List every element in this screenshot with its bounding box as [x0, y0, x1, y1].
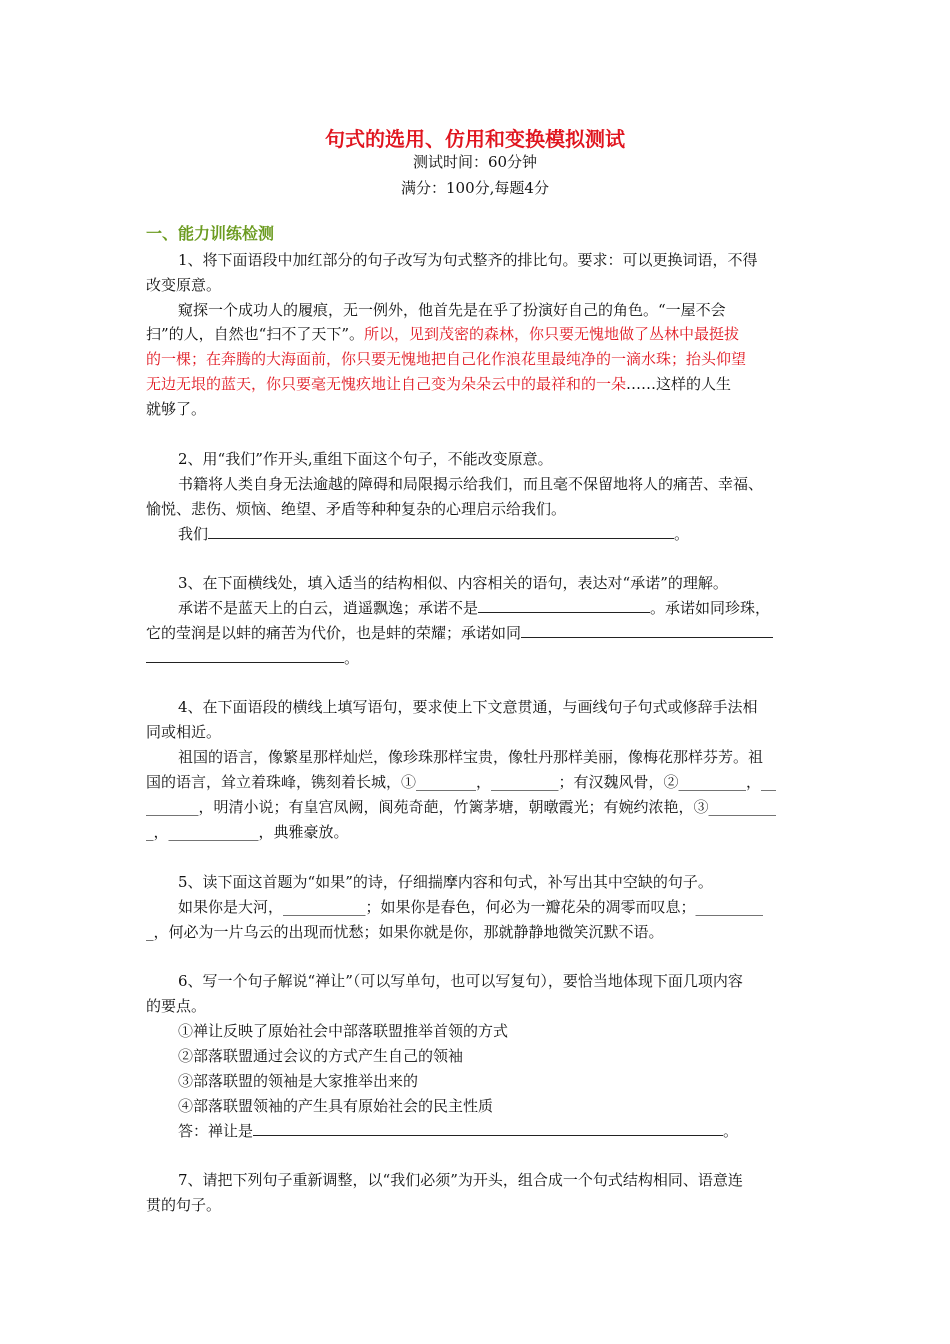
- q2-answer-line: [178, 524, 689, 544]
- document-title: 句式的选用、仿用和变换模拟测试: [325, 127, 625, 151]
- q6-line: 的要点。: [146, 997, 207, 1015]
- answer-blank[interactable]: [208, 524, 674, 539]
- q6-point: ①禅让反映了原始社会中部落联盟推举首领的方式: [178, 1022, 509, 1040]
- answer-blank[interactable]: [478, 598, 650, 613]
- q5-line: _，何必为一片乌云的出现而忧愁；如果你就是你，那就静静地微笑沉默不语。: [146, 923, 664, 941]
- q6-point: ②部落联盟通过会议的方式产生自己的领袖: [178, 1047, 464, 1065]
- q1-text: ……这样的人生: [626, 375, 732, 393]
- q4-line: _______，明清小说；有皇宫凤阙，阆苑奇葩，竹篱茅塘，朝暾霞光；有婉约浓艳，③_________: [146, 798, 777, 816]
- q6-prefix: 答：禅让是: [178, 1122, 254, 1140]
- q4-line: 国的语言，耸立着珠峰，镌刻着长城，①________，_________；有汉魏风骨，②_________，__: [146, 773, 777, 791]
- full-score: 满分：100分,每题4分: [401, 179, 549, 197]
- q2-end: 。: [674, 525, 690, 543]
- q4-line: 祖国的语言，像繁星那样灿烂，像珍珠那样宝贵，像牡丹那样美丽，像梅花那样芬芳。祖: [178, 748, 764, 766]
- q4-line: 同或相近。: [146, 723, 222, 741]
- section-heading: 一、能力训练检测: [146, 224, 275, 243]
- answer-blank[interactable]: [146, 648, 344, 663]
- q3-text: 它的莹润是以蚌的痛苦为代价，也是蚌的荣耀；承诺如同: [146, 624, 522, 642]
- q1-line: [146, 324, 739, 344]
- q1-red-line: 的一棵；在奔腾的大海面前，你只要无愧地把自己化作浪花里最纯净的一滴水珠；抬头仰望: [146, 350, 747, 368]
- q3-line: [178, 598, 770, 618]
- q7-line: 贯的句子。: [146, 1196, 222, 1214]
- q3-end: 。: [344, 649, 360, 667]
- q1-line: 就够了。: [146, 400, 207, 418]
- q4-line: 4、在下面语段的横线上填写语句，要求使上下文意贯通，与画线句子句式或修辞手法相: [178, 698, 758, 716]
- q3-line: [146, 623, 773, 643]
- q1-line: 改变原意。: [146, 276, 222, 294]
- q7-line: 7、请把下列句子重新调整，以“我们必须”为开头，组合成一个句式结构相同、语意连: [178, 1171, 743, 1189]
- q1-line: 窥探一个成功人的履痕，无一例外，他首先是在乎了扮演好自己的角色。“一屋不会: [178, 301, 726, 319]
- q2-line: 愉悦、悲伤、烦恼、绝望、矛盾等种种复杂的心理启示给我们。: [146, 500, 567, 518]
- q1-text: 扫”的人，自然也“扫不了天下”。: [146, 325, 365, 343]
- q2-line: 书籍将人类自身无法逾越的障碍和局限揭示给我们，而且毫不保留地将人的痛苦、幸福、: [178, 475, 764, 493]
- q1-line: 1、将下面语段中加红部分的句子改写为句式整齐的排比句。要求：可以更换词语，不得: [178, 251, 758, 269]
- q4-line: _，____________，典雅豪放。: [146, 823, 349, 841]
- q2-prefix: 我们: [178, 525, 209, 543]
- q6-line: 6、写一个句子解说“禅让”（可以写单句，也可以写复句），要恰当地体现下面几项内容: [178, 972, 743, 990]
- q3-line: [146, 648, 359, 668]
- q3-line: 3、在下面横线处，填入适当的结构相似、内容相关的语句，表达对“承诺”的理解。: [178, 574, 728, 592]
- q5-line: 5、读下面这首题为“如果”的诗，仔细揣摩内容和句式，补写出其中空缺的句子。: [178, 873, 713, 891]
- q6-answer-line: [178, 1121, 738, 1141]
- q1-line: [146, 374, 731, 394]
- q3-text: 。承诺如同珍珠，: [650, 599, 771, 617]
- q5-line: 如果你是大河，___________；如果你是春色，何必为一瓣花朵的凋零而叹息；_________: [178, 898, 764, 916]
- q6-point: ③部落联盟的领袖是大家推举出来的: [178, 1072, 419, 1090]
- answer-blank[interactable]: [521, 623, 773, 638]
- q6-point: ④部落联盟领袖的产生具有原始社会的民主性质: [178, 1097, 494, 1115]
- answer-blank[interactable]: [253, 1121, 723, 1136]
- q2-line: 2、用“我们”作开头,重组下面这个句子，不能改变原意。: [178, 450, 553, 468]
- q1-red-text: 无边无垠的蓝天，你只要毫无愧疚地让自己变为朵朵云中的最祥和的一朵: [146, 375, 627, 393]
- q3-text: 承诺不是蓝天上的白云，逍遥飘逸；承诺不是: [178, 599, 479, 617]
- test-time: 测试时间：60分钟: [412, 153, 538, 171]
- q6-end: 。: [723, 1122, 739, 1140]
- q1-red-text: 所以，见到茂密的森林，你只要无愧地做了丛林中最挺拔: [364, 325, 740, 343]
